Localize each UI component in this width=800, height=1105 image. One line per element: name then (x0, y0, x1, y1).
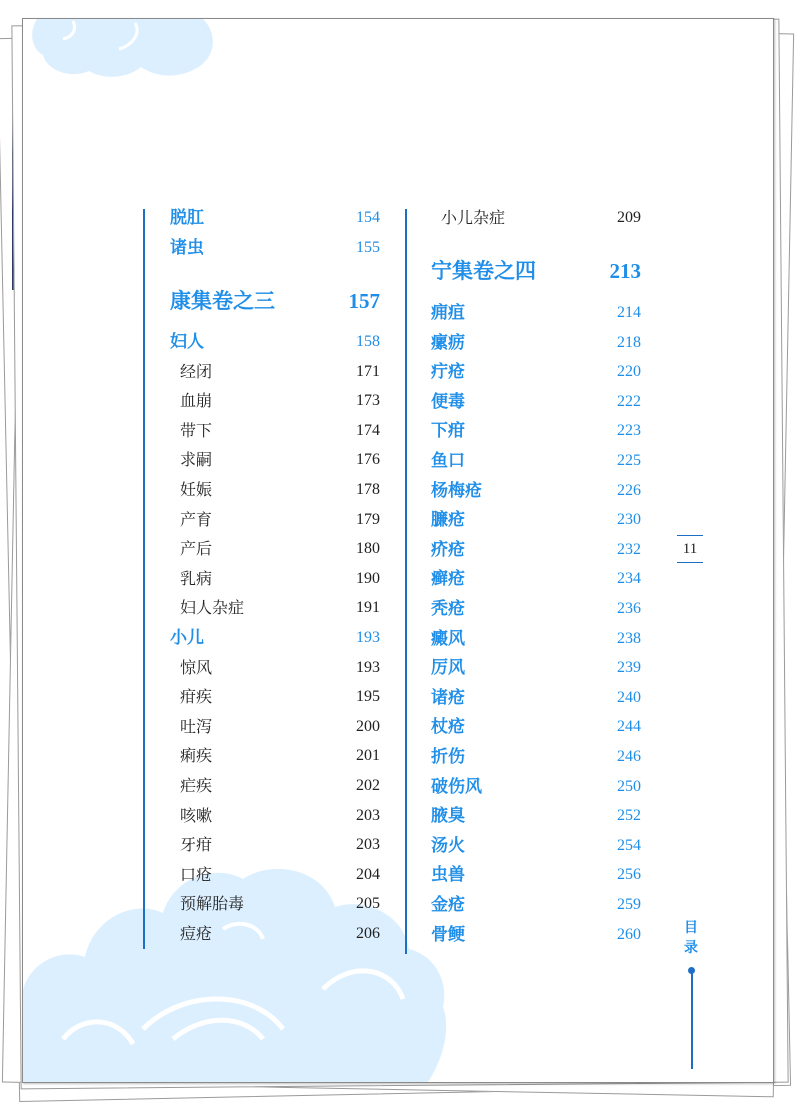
toc-entry-page: 195 (356, 688, 380, 706)
toc-entry-title: 杖疮 (431, 717, 465, 738)
side-section-label: 目录 (684, 920, 698, 956)
toc-entry[interactable] (170, 892, 380, 916)
toc-entry-page: 190 (356, 569, 380, 587)
toc-entry[interactable] (431, 863, 641, 887)
toc-entry-title: 宁集卷之四 (431, 258, 536, 283)
toc-entry-page: 254 (617, 836, 641, 854)
toc-entry-page: 218 (617, 333, 641, 351)
toc-entry-title: 带下 (180, 420, 213, 440)
toc-entry[interactable] (431, 804, 641, 828)
toc-entry-title: 小儿杂症 (441, 208, 506, 227)
toc-entry-title: 妊娠 (180, 480, 213, 499)
toc-entry-title: 妇人 (170, 332, 204, 352)
toc-entry-page: 252 (617, 807, 641, 825)
toc-entry-title: 杨梅疮 (431, 480, 482, 501)
toc-entry-page: 239 (617, 659, 641, 677)
toc-entry[interactable] (170, 715, 380, 739)
toc-entry-page: 203 (356, 836, 380, 854)
toc-entry-title: 瘰疬 (431, 332, 465, 353)
toc-entry-title: 诸虫 (170, 238, 204, 258)
toc-entry-title: 痢疾 (180, 746, 213, 766)
toc-entry[interactable] (170, 567, 380, 591)
toc-entry-title: 臁疮 (431, 510, 465, 531)
toc-entry[interactable] (431, 715, 641, 739)
toc-entry-title: 血崩 (180, 391, 213, 411)
toc-entry-page: 178 (356, 481, 380, 498)
toc-entry[interactable] (170, 508, 380, 532)
toc-entry[interactable] (170, 478, 380, 502)
toc-entry[interactable] (170, 863, 380, 887)
toc-entry[interactable] (431, 834, 641, 858)
toc-entry-title: 产育 (180, 509, 213, 529)
toc-entry[interactable] (170, 360, 380, 384)
toc-entry[interactable] (431, 390, 641, 414)
toc-entry-title: 咳嗽 (180, 805, 213, 825)
toc-entry[interactable] (431, 597, 641, 621)
toc-entry-title: 疔疮 (431, 362, 465, 383)
toc-entry-page: 236 (617, 600, 641, 617)
toc-entry[interactable] (170, 922, 380, 946)
toc-entry-title: 经闭 (180, 361, 213, 381)
toc-entry-title: 妇人杂症 (180, 598, 245, 618)
toc-entry-page: 155 (356, 239, 380, 256)
toc-entry-title: 便毒 (431, 391, 465, 412)
toc-entry[interactable] (431, 508, 641, 532)
toc-entry-page: 154 (356, 209, 380, 226)
toc-entry-title: 小儿 (170, 628, 204, 648)
toc-entry[interactable] (170, 596, 380, 620)
toc-entry-page: 205 (356, 895, 380, 913)
toc-entry[interactable] (170, 419, 380, 443)
toc-entry-page: 226 (617, 481, 641, 499)
toc-entry[interactable] (170, 656, 380, 680)
toc-entry-page: 201 (356, 747, 380, 765)
toc-entry[interactable] (170, 448, 380, 472)
toc-entry-title: 疳疾 (180, 687, 213, 707)
toc-entry-page: 256 (617, 866, 641, 884)
toc-entry-page: 204 (356, 865, 380, 883)
toc-entry[interactable] (170, 236, 380, 260)
toc-entry-title: 腋臭 (431, 806, 465, 827)
toc-entry[interactable] (431, 301, 641, 325)
toc-entry-page: 238 (617, 629, 641, 647)
toc-entry-title: 吐泻 (180, 716, 213, 736)
toc-entry[interactable] (170, 833, 380, 857)
toc-entry-page: 220 (617, 363, 641, 381)
toc-entry-page: 234 (617, 570, 641, 588)
toc-entry-page: 260 (617, 925, 641, 943)
toc-entry[interactable] (431, 206, 641, 230)
toc-entry-page: 158 (356, 333, 380, 350)
toc-entry-title: 汤火 (431, 835, 465, 856)
toc-entry-page: 203 (356, 806, 380, 824)
side-line (691, 973, 693, 1069)
toc-entry-page: 180 (356, 540, 380, 558)
toc-entry-title: 脱肛 (170, 208, 204, 228)
page-number: 11 (677, 535, 703, 563)
toc-entry-page: 174 (356, 421, 380, 439)
toc-entry[interactable] (170, 744, 380, 768)
toc-entry[interactable] (431, 745, 641, 769)
toc-entry-page: 191 (356, 599, 380, 617)
toc-entry-title: 预解胎毒 (180, 894, 245, 914)
toc-entry-page: 213 (609, 259, 641, 283)
toc-entry[interactable] (431, 686, 641, 710)
toc-entry-page: 176 (356, 451, 380, 469)
toc-entry-title: 乳病 (180, 568, 213, 588)
toc-entry[interactable] (431, 775, 641, 799)
toc-entry-page: 157 (348, 289, 380, 313)
toc-entry-page: 173 (356, 392, 380, 410)
left-column-rule (143, 209, 145, 949)
toc-entry-title: 金疮 (431, 895, 465, 915)
toc-entry-page: 250 (617, 777, 641, 795)
toc-entry-page: 171 (356, 362, 380, 380)
toc-entry-title: 癜风 (431, 628, 465, 649)
toc-entry-title: 虫兽 (431, 865, 465, 886)
toc-entry[interactable] (170, 626, 380, 650)
toc-entry[interactable] (431, 923, 641, 947)
toc-entry[interactable] (431, 538, 641, 562)
cloud-decoration-top (23, 19, 223, 89)
toc-entry-page: 214 (617, 304, 641, 321)
toc-entry[interactable] (170, 206, 380, 230)
toc-entry[interactable] (431, 656, 641, 680)
toc-entry-page: 244 (617, 718, 641, 736)
toc-entry-title: 厉风 (431, 658, 465, 679)
toc-entry-page: 230 (617, 511, 641, 529)
toc-entry-page: 222 (617, 392, 641, 410)
toc-entry-page: 202 (356, 777, 380, 794)
toc-entry-title: 骨鲠 (431, 924, 465, 945)
toc-entry-page: 232 (617, 540, 641, 558)
toc-entry[interactable] (431, 331, 641, 355)
toc-entry[interactable] (170, 685, 380, 709)
toc-entry[interactable] (431, 567, 641, 591)
toc-entry-title: 癣疮 (431, 569, 465, 590)
toc-volume-heading[interactable] (170, 285, 380, 317)
toc-entry-title: 产后 (180, 539, 213, 559)
toc-entry-title: 下疳 (431, 421, 465, 442)
toc-entry-page: 200 (356, 717, 380, 735)
toc-entry[interactable] (431, 893, 641, 917)
toc-entry-title: 疥疮 (431, 539, 465, 560)
toc-entry-page: 206 (356, 925, 380, 942)
toc-entry-title: 求嗣 (180, 450, 213, 470)
toc-entry[interactable] (170, 537, 380, 561)
toc-entry[interactable] (170, 389, 380, 413)
toc-entry-title: 康集卷之三 (170, 288, 275, 313)
toc-entry-page: 193 (356, 629, 380, 646)
toc-entry-page: 225 (617, 452, 641, 469)
toc-entry[interactable] (170, 330, 380, 354)
toc-entry-title: 破伤风 (431, 776, 482, 797)
toc-volume-heading[interactable] (431, 255, 641, 287)
toc-entry-title: 疟疾 (180, 776, 213, 795)
toc-entry-page: 223 (617, 422, 641, 440)
toc-entry-title: 牙疳 (180, 835, 213, 855)
toc-entry[interactable] (431, 449, 641, 473)
toc-entry-page: 179 (356, 510, 380, 528)
toc-entry-title: 痈疽 (431, 303, 465, 323)
toc-page (22, 18, 774, 1083)
toc-entry-title: 折伤 (431, 747, 465, 767)
toc-entry-title: 秃疮 (431, 599, 465, 619)
toc-entry-title: 痘疮 (180, 924, 213, 943)
toc-entry[interactable] (431, 419, 641, 443)
toc-entry[interactable] (170, 804, 380, 828)
right-column-rule (405, 209, 407, 954)
toc-entry-title: 鱼口 (431, 451, 465, 471)
toc-entry[interactable] (431, 479, 641, 503)
toc-entry[interactable] (431, 360, 641, 384)
toc-entry-title: 口疮 (180, 864, 213, 884)
toc-entry-title: 诸疮 (431, 687, 465, 708)
toc-entry[interactable] (170, 774, 380, 798)
toc-entry-page: 246 (617, 748, 641, 765)
toc-entry-title: 惊风 (180, 657, 213, 677)
toc-entry-page: 193 (356, 658, 380, 676)
toc-entry[interactable] (431, 627, 641, 651)
toc-entry-page: 209 (617, 209, 641, 226)
toc-entry-page: 240 (617, 688, 641, 706)
toc-entry-page: 259 (617, 896, 641, 913)
